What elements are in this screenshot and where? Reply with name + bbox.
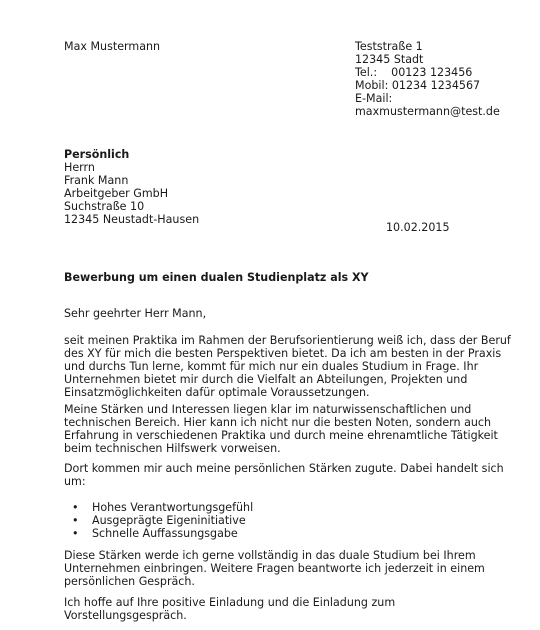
text-line: persönlichen Gespräch.: [64, 575, 195, 589]
bullet-marker: •: [72, 527, 79, 541]
list-item-text: Ausgeprägte Eigeninitiative: [92, 514, 246, 528]
paragraph-4: [64, 549, 494, 588]
paragraph-1: [64, 334, 511, 400]
recipient-street: Suchstraße 10: [64, 200, 145, 214]
text-line: Unternehmen bietet mir durch die Vielfalt an Abteilungen, Projekten und: [64, 373, 468, 387]
strengths-list: [72, 501, 253, 540]
letter-salutation: Sehr geehrter Herr Mann,: [64, 307, 207, 320]
recipient-company: Arbeitgeber GmbH: [64, 187, 169, 201]
list-item: [72, 501, 253, 514]
sender-city: 12345 Stadt: [355, 53, 424, 67]
paragraph-3: [64, 462, 504, 489]
letter-subject: Bewerbung um einen dualen Studienplatz als XY: [64, 271, 369, 284]
sender-name: Max Mustermann: [64, 40, 161, 53]
text-line: beim technischen Hilfswerk vorweisen.: [64, 442, 281, 456]
sender-phone: Tel.: 00123 123456: [355, 66, 473, 80]
text-line: Erfahrung in verschiedenen Praktika und durch meine ehrenamtliche Tätigkeit: [64, 429, 498, 443]
sender-email: maxmustermann@test.de: [355, 105, 500, 119]
paragraph-2: [64, 403, 498, 456]
bullet-marker: •: [72, 501, 79, 514]
recipient-title: Herrn: [64, 161, 95, 175]
text-line: und durchs Tun lerne, kommt für mich nur ein duales Studium in Frage. Ihr: [64, 360, 479, 374]
sender-email-label: E-Mail:: [355, 92, 393, 106]
text-line: des XY für mich die besten Perspektiven bietet. Da ich am besten in der Praxis: [64, 347, 502, 361]
letter-date: 10.02.2015: [386, 221, 450, 234]
text-line: Dort kommen mir auch meine persönlichen Stärken zugute. Dabei handelt sich: [64, 462, 504, 475]
list-item-text: Schnelle Auffassungsgabe: [92, 527, 238, 541]
bullet-marker: •: [72, 514, 79, 528]
text-line: um:: [64, 475, 86, 489]
text-line: Einsatzmöglichkeiten dafür optimale Voraussetzungen.: [64, 386, 370, 400]
text-line: Meine Stärken und Interessen liegen klar im naturwissenschaftlichen und: [64, 403, 472, 416]
list-item-text: Hohes Verantwortungsgefühl: [92, 501, 254, 514]
list-item: [72, 527, 253, 540]
list-item: [72, 514, 253, 527]
text-line: Ich hoffe auf Ihre positive Einladung und die Einladung zum: [64, 596, 396, 609]
recipient-address: [64, 148, 199, 227]
text-line: Diese Stärken werde ich gerne vollständig in das duale Studium bei Ihrem: [64, 549, 476, 562]
text-line: Vorstellungsgespräch.: [64, 609, 187, 623]
sender-mobile: Mobil: 01234 1234567: [355, 79, 481, 93]
sender-street: Teststraße 1: [355, 40, 423, 53]
paragraph-5: [64, 596, 494, 622]
recipient-name: Frank Mann: [64, 174, 129, 188]
recipient-city: 12345 Neustadt-Hausen: [64, 213, 200, 227]
sender-address: [355, 40, 500, 119]
text-line: seit meinen Praktika im Rahmen der Berufsorientierung weiß ich, dass der Beruf: [64, 334, 511, 347]
text-line: Unternehmen einbringen. Weitere Fragen beantworte ich jederzeit in einem: [64, 562, 485, 576]
recipient-note: Persönlich: [64, 148, 130, 161]
text-line: technischen Bereich. Hier kann ich nicht nur die besten Noten, sondern auch: [64, 416, 492, 430]
